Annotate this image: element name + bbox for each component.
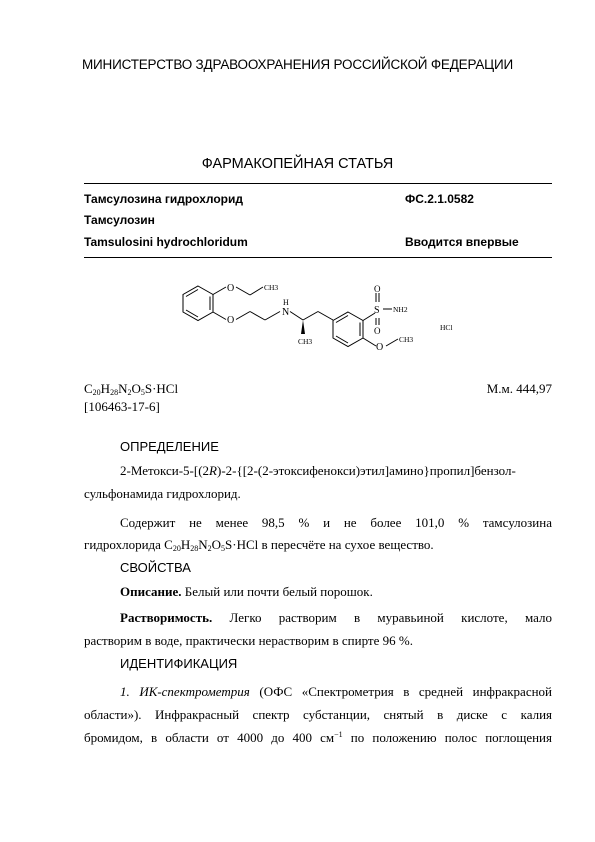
atom-nh2: NH2 xyxy=(393,305,408,314)
atom-o-sulfonyl-top: O xyxy=(374,284,381,294)
ir-line3: бромидом, в области от 4000 до 400 $см^{-1}$ по положению полос поглощения xyxy=(84,730,552,745)
section-heading-identification: ИДЕНТИФИКАЦИЯ xyxy=(120,656,238,671)
atom-ch3-ethoxy: CH3 xyxy=(264,283,279,292)
structural-formula xyxy=(170,272,470,372)
atom-s: S xyxy=(374,305,380,316)
solubility-line1: Растворимость. Легко растворим в муравьиной кислоте, мало xyxy=(120,610,552,625)
atom-ch3-methoxy: CH3 xyxy=(399,335,414,344)
atom-o-ethoxy: O xyxy=(227,283,235,294)
hcl-label: HCl xyxy=(440,323,453,332)
description-line: Описание. Белый или почти белый порошок. xyxy=(120,584,373,599)
atom-ch3-chiral: CH3 xyxy=(298,337,313,346)
cas-number: [106463-17-6] xyxy=(84,399,160,414)
definition-name-line1: 2-Метокси-5-[(2R)-2-{[2-(2-этоксифенокси)этил]амино}пропил]бензол- xyxy=(120,463,516,478)
ir-line1: 1. ИК-спектрометрия (ОФС «Спектрометрия в средней инфракрасной xyxy=(120,684,552,699)
atom-n-amine: N xyxy=(282,307,290,318)
ministry-header: МИНИСТЕРСТВО ЗДРАВООХРАНЕНИЯ РОССИЙСКОЙ ФЕДЕРАЦИИ xyxy=(82,57,513,72)
structure-bonds xyxy=(183,286,398,347)
atom-o-methoxy: O xyxy=(376,342,384,353)
atom-o-ether: O xyxy=(227,315,235,326)
top-divider xyxy=(84,183,552,184)
molecular-mass: М.м. 444,97 xyxy=(486,381,552,396)
solubility-line2: растворим в воде, практически нерастворим в спирте 96 %. xyxy=(84,633,413,648)
chiral-wedge-bond xyxy=(301,320,305,334)
atom-h-amine: H xyxy=(283,298,289,307)
atom-o-sulfonyl-bottom: O xyxy=(374,326,381,336)
section-heading-properties: СВОЙСТВА xyxy=(120,560,191,575)
substance-name-ru: Тамсулозина гидрохлорид xyxy=(84,192,243,206)
substance-name-latin: Tamsulosini hydrochloridum xyxy=(84,235,248,249)
content-line1: Содержит не менее 98,5 % и не более 101,0 % тамсулозина xyxy=(120,515,552,530)
definition-name-line2: сульфонамида гидрохлорид. xyxy=(84,486,241,501)
molecular-formula: $C_{20}H_{28}N_2O_5S\cdot HCl$ xyxy=(84,381,179,397)
content-line2: гидрохлорида $C_{20}H_{28}N_2O_5S\cdot HCl$ в пересчёте на сухое вещество. xyxy=(84,537,434,553)
ir-line2: области»). Инфракрасный спектр субстанции, снятый в диске с калия xyxy=(84,707,552,722)
status-note: Вводится впервые xyxy=(405,235,519,249)
article-title: ФАРМАКОПЕЙНАЯ СТАТЬЯ xyxy=(201,156,394,172)
substance-synonym: Тамсулозин xyxy=(84,213,155,227)
fs-number: ФС.2.1.0582 xyxy=(405,192,474,206)
section-heading-definition: ОПРЕДЕЛЕНИЕ xyxy=(120,439,219,454)
bottom-divider xyxy=(84,257,552,258)
